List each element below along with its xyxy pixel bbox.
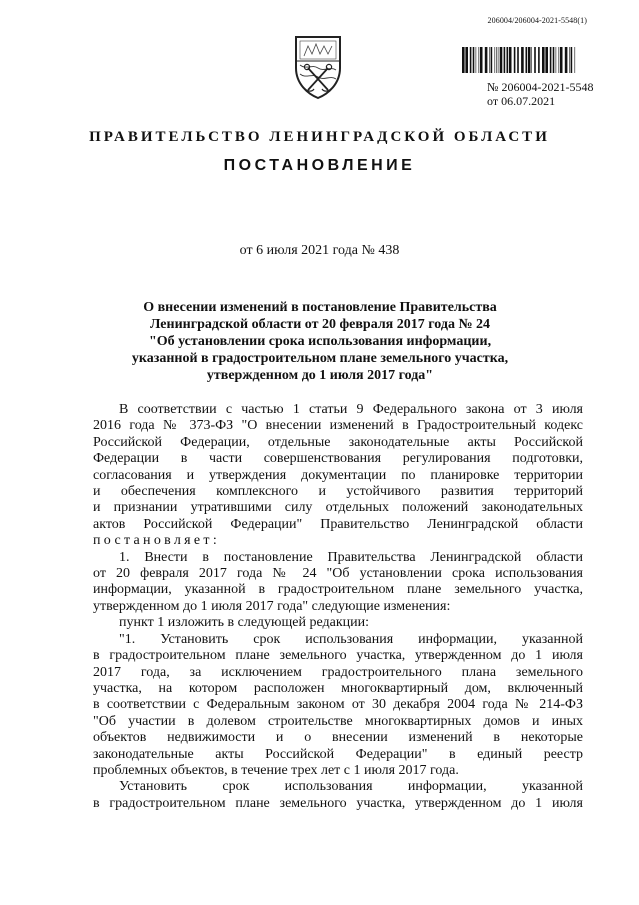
body-line: и обеспечения комплексного и устойчивого развития территорий	[93, 484, 583, 500]
body-line: Установить срок использования информации, указанной	[119, 779, 583, 795]
body-line: согласования и утверждения документации по планировке территории	[93, 467, 583, 483]
body-line: и признании утратившими силу отдельных положений законодательных	[93, 500, 583, 516]
body-line: участка, на котором расположен многоквартирный дом, включенный	[93, 680, 583, 696]
document-kind: ПОСТАНОВЛЕНИЕ	[223, 157, 416, 174]
body-line: 2016 года № 373-ФЗ "О внесении изменений в Градостроительный кодекс	[93, 418, 583, 434]
organization-name: ПРАВИТЕЛЬСТВО ЛЕНИНГРАДСКОЙ ОБЛАСТИ	[89, 129, 550, 145]
title-line: О внесении изменений в постановление Правительства	[143, 300, 497, 315]
document-date-number: от 6 июля 2021 года № 438	[239, 243, 400, 258]
top-reference: 206004/206004-2021-5548(1)	[487, 16, 587, 25]
body-line: пункт 1 изложить в следующей редакции:	[119, 615, 369, 631]
body-line: законодательные акты Российской Федерации" в единый реестр	[93, 746, 583, 762]
body-line: актов Российской Федерации" Правительство Ленинградской области	[93, 516, 583, 532]
coat-of-arms-icon	[290, 34, 346, 100]
body-line: информации, указанной в градостроительном плане земельного участка,	[93, 582, 583, 598]
title-line: "Об установлении срока использования информации,	[148, 334, 492, 349]
title-line: утвержденном до 1 июля 2017 года"	[206, 368, 434, 383]
body-line: объектов недвижимости и о внесении изменений в некоторые	[93, 730, 583, 746]
body-line: Российской Федерации, отдельные законодательные акты Российской	[93, 434, 583, 450]
registration-number: № 206004-2021-5548	[487, 80, 594, 94]
body-line: 2017 года, за исключением градостроительного плана земельного	[93, 664, 583, 680]
body-line: в градостроительном плане земельного участка, утвержденном до 1 июля	[93, 648, 583, 664]
body-line: в градостроительном плане земельного участка, утвержденном до 1 июля	[93, 795, 583, 811]
document-title	[80, 299, 560, 384]
body-line: проблемных объектов, в течение трех лет с 1 июля 2017 года.	[93, 762, 459, 778]
title-line: Ленинградской области от 20 февраля 2017 года № 24	[149, 317, 491, 332]
barcode-icon	[461, 47, 578, 73]
body-line: 1. Внести в постановление Правительства Ленинградской области	[119, 549, 583, 565]
body-line: "1. Установить срок использования информации, указанной	[119, 631, 583, 647]
registration-block	[487, 80, 593, 108]
document-body	[93, 402, 583, 812]
title-line: указанной в градостроительном плане земельного участка,	[131, 351, 509, 366]
body-line: В соответствии с частью 1 статьи 9 Федерального закона от 3 июля	[119, 402, 583, 417]
body-line: Федерации в части совершенствования регулирования подготовки,	[93, 451, 583, 467]
body-line: утвержденном до 1 июля 2017 года" следующие изменения:	[93, 598, 451, 614]
body-line: в соответствии с Федеральным законом от 30 декабря 2004 года № 214-ФЗ	[93, 697, 583, 713]
body-line: "Об участии в долевом строительстве многоквартирных домов и иных	[93, 713, 583, 729]
body-line: постановляет:	[93, 533, 221, 549]
registration-date: от 06.07.2021	[487, 94, 556, 108]
body-line: от 20 февраля 2017 года № 24 "Об установлении срока использования	[93, 566, 583, 582]
